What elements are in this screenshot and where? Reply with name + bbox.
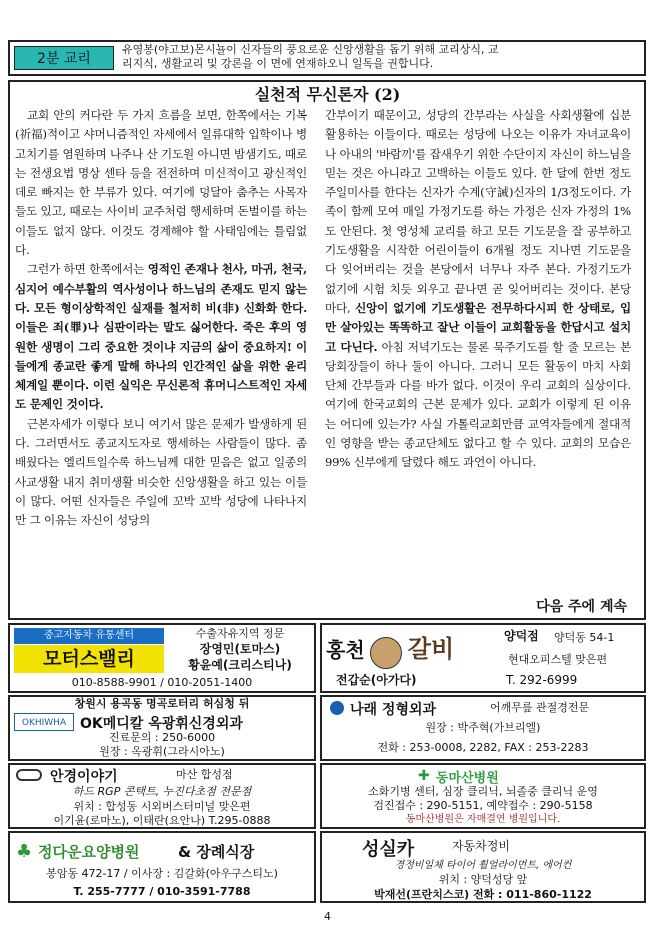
ad-brand: 성실카 [362,839,415,860]
ad-address: 현대오피스텔 맞은편 [508,653,608,666]
ad-contact: 황윤예(크리스티나) [188,658,292,672]
ad-branch: 마산 합성점 [176,768,233,781]
article-column-right [325,106,631,473]
page-number: 4 [324,910,331,923]
ad-note: 동마산병원은 자매결연 병원입니다. [405,814,561,825]
paragraph [15,260,307,414]
ad-contact: 이기윤(로마노), 이태란(요안나) T.295-0888 [53,814,271,827]
ad-galbi [320,623,646,693]
ad-specialty: 하드 RGP 콘택트, 누진다초점 전문점 [72,785,252,798]
paragraph-text: 아침 저녁기도는 물론 묵주기도를 할 줄 모르는 본당회장들이 하나 둘이 아니다. 그러니 모든 활동이 마치 사회단체 간부들과 다를 바가 없다. 이것이 우리 교회의 실상이다. 여기에 한국교회의 근본 문제가 있다. 교회가 이렇게 된 이유는 어디에 있는가? 사실 가톨릭교회만큼 교역자들에게 절대적인 영향을 받는 종교단체도 없다고 할 수 있다. 교회의 모습은 99% 신부에게 달렸다 해도 과언이 아니다. [325,339,631,470]
ad-contact: 박재선(프란치스코) 전화 : 011-860-1122 [374,888,592,901]
clinic-logo-icon [330,701,344,715]
ad-address: 양덕동 54-1 [554,631,615,644]
ad-narae [320,695,646,761]
ad-seongsil-car [320,831,646,903]
ad-services: 경정비일체 타이어 휠얼라이먼트, 에어컨 [394,860,572,871]
ad-contact: 원장 : 박주혁(가브리엘) [425,721,541,734]
ad-branch: 양덕점 [504,629,539,643]
ad-brand-part: 갈비 [407,634,455,663]
paragraph: 교회 안의 커다란 두 가지 흐름을 보면, 한쪽에서는 기복(祈福)적이고 샤머니즘적인 자세에서 일류대학 입학이나 병 고치기를 염원하며 나주나 산 기도원 아니면 밤샘기도, 때로는 전생요법 명상 센타 등을 전전하며 미신적이고 광신적인 데로 빠지는 한 부류가 있다. 여기에 덩달아 춤추는 사목자들도 있고, 때로는 사이비 교주처럼 행세하며 돈벌이를 하는 이들도 없지 않다. 이것도 경계해야 할 사태임에는 틀림없다. [15,108,307,258]
intro-line-2: 리지식, 생활교리 및 강론을 이 면에 연재하오니 일독을 권합니다. [122,57,434,70]
ad-contact: 진료문의 : 250-6000 [108,731,216,744]
paragraph-lead: 그런가 하면 한쪽에서는 [27,262,145,277]
ad-tag: 중고자동차 유통센터 [14,628,164,644]
ad-phone: 전화 : 253-0008, 2282, FAX : 253-2283 [377,741,589,754]
intro-text [122,43,642,71]
ad-phone: 검진접수 : 290-5151, 예약접수 : 290-5158 [373,799,593,812]
ad-brand: OK메디칼 옥광휘신경외과 [80,716,243,732]
ad-logo [326,629,496,671]
ad-owner: 전갑순(아가다) [336,673,417,687]
ad-motors-valley [8,623,316,693]
clover-icon: ♣ [16,841,33,862]
paragraph-emphasis: 영적인 존재나 천사, 마귀, 천국, 심지어 예수부활의 역사성이나 하느님의 존재도 믿지 않는다. 모든 형이상학적인 실재를 철저히 비(非) 신화화 한다. 이들은 죄(罪)나 심판이라는 말도 싫어한다. 죽은 후의 영원한 생명이 그리 중요한 것이냐 지금의 삶이 중요하지! 이들에게 종교란 좋게 말해 하나의 인간적인 삶을 위한 윤리체계일 뿐이다. 이런 실익은 무신론적 휴머니스트적인 자세도 문제인 것이다. [15,262,307,412]
ad-dongmasan [320,763,646,829]
paragraph-emphasis: 신앙이 없기에 기도생활은 전무하다시피 한 상태로, 입만 살아있는 똑똑하고 잘난 이들이 교회활동을 한답시고 설치고 다닌다. [325,300,631,354]
ad-brand: 모터스밸리 [14,645,164,673]
ad-jeongdaun [8,831,316,903]
paragraph [325,106,631,473]
ad-specialty: 자동차정비 [452,839,510,853]
ad-phone: 010-8588-9901 / 010-2051-1400 [71,676,253,689]
ad-brand-suffix: & 장례식장 [178,843,255,861]
intro-line-1: 유영봉(야고보)몬시뇰이 신자들의 풍요로운 신앙생활을 돕기 위해 교리상식, 교 [122,43,499,56]
ad-optician [8,763,316,829]
ad-brand: 안경이야기 [50,769,118,785]
ad-brand-part: 홍천 [326,638,365,662]
ad-logo: OKHIWHA [14,713,74,731]
paragraph-text: 간부이기 때문이고, 성당의 간부라는 사실을 사회생활에 십분 활용하는 이들이다. 때로는 성당에 나오는 이유가 자녀교육이나 아내의 '바람끼'를 잡새우기 위한 수단이지 자신이 하느님을 믿는 것은 아니라고 고백하는 이들도 있다. 한 달에 한번 정도 주일미사를 한다는 신자가 수계(守誡)신자의 1/3정도이다. 가족이 함께 모여 매일 가정기도를 하는 가정은 신자 가정의 1%도 안된다. 첫 영성체 교리를 하고 모든 기도문을 잘 공부하고 기도생활을 시작한 어린이들이 6개월 정도 지나면 기도문을 다 잊어버리는 것을 본당에서 너무나 자주 본다. 가정기도가 없기에 시험 치듯 외우고 끝나면 곧 잊어버리는 것이다. 본당마다, [325,108,631,315]
ad-contact: 장영민(토마스) [199,642,281,656]
article-column-left [15,106,307,531]
ad-location: 창원시 용곡동 명곡로터리 허심청 뒤 [74,697,250,710]
paragraph: 근본자세가 이렇다 보니 여기서 많은 문제가 발생하게 된다. 그러면서도 종교지도자로 행세하는 사람들이 많다. 좀 배웠다는 엘리트일수록 하느님께 대한 믿음은 없고 일종의 사교생활 내지 취미생활 비슷한 신앙생활을 하고 있는 이들이 많다. 어떤 신자들은 주일에 꼬박 꼬박 성당에 나타나지만 그 이유는 자신이 성당의 [15,416,307,528]
ad-address: 봉암동 472-17 / 이사장 : 김갈화(아우구스티노) [46,867,278,880]
section-label: 2분 교리 [14,46,114,70]
ad-services: 소화기병 센터, 심장 클리닉, 뇌졸중 클리닉 운영 [368,785,598,798]
ad-specialty: 어깨무릎 관절경전문 [490,701,590,714]
ad-contact: 원장 : 옥광휘(그라시아노) [99,745,225,758]
chef-icon [370,637,402,669]
ad-address: 위치 : 합성동 시외버스터미널 맞은편 [73,800,251,813]
ad-phone: T. 255-7777 / 010-3591-7788 [73,885,251,898]
green-cross-icon: ✚ [418,768,430,784]
ad-location: 수출자유지역 정문 [195,627,285,640]
article-title: 실천적 무신론자 (2) [254,85,401,104]
ad-ok-medical [8,695,316,761]
ad-address: 위치 : 양덕성당 앞 [438,873,528,886]
glasses-icon [16,769,42,781]
ad-brand: 정다운요양병원 [38,843,140,861]
ad-brand: 동마산병원 [436,771,499,786]
continued-note: 다음 주에 계속 [536,599,627,615]
ad-brand: 나래 정형외과 [350,702,437,718]
ad-phone: T. 292-6999 [506,673,578,687]
